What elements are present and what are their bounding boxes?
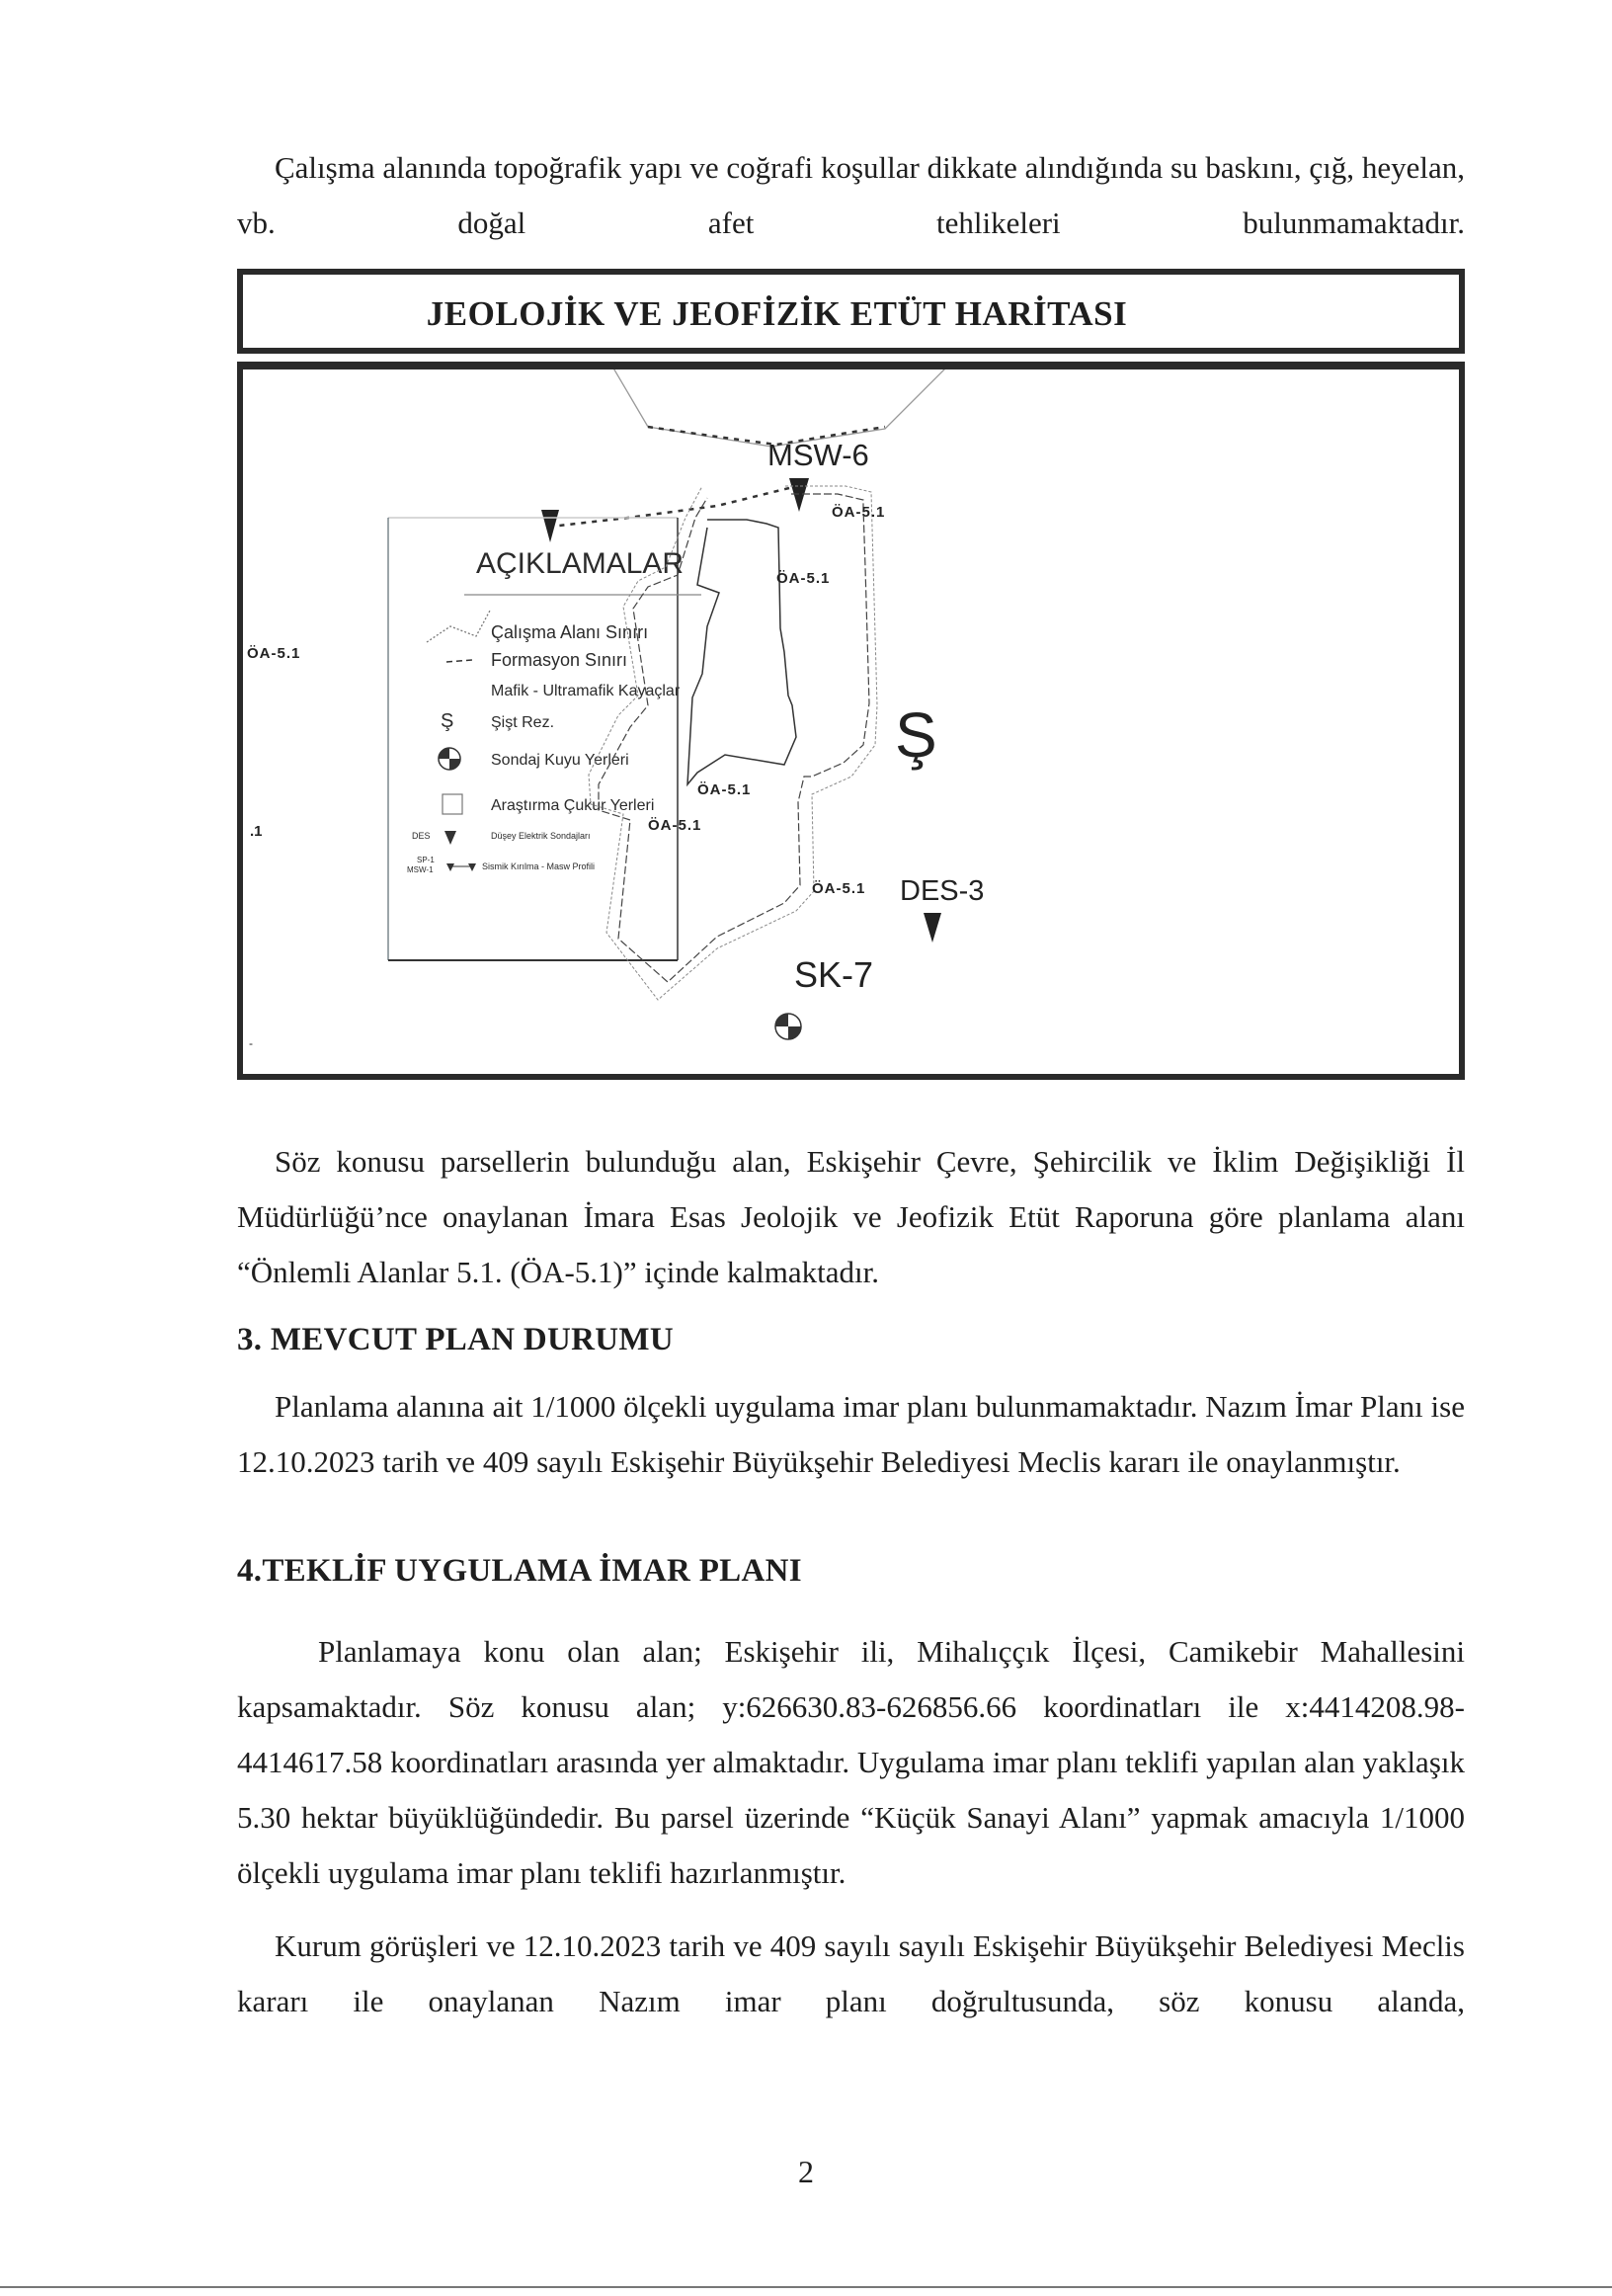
schist-label: Ş bbox=[895, 699, 937, 771]
zone-label-left: ÖA-5.1 bbox=[247, 645, 301, 662]
study-area-boundary-top bbox=[608, 369, 954, 447]
legend-item-formation: Formasyon Sınırı bbox=[491, 650, 628, 670]
des-3-marker-icon bbox=[924, 913, 941, 943]
section-4-heading: 4.TEKLİF UYGULAMA İMAR PLANI bbox=[237, 1553, 802, 1589]
legend-item-mafic: Mafik - Ultramafik Kayaçlar bbox=[491, 683, 681, 699]
legend-item-schist: Şişt Rez. bbox=[491, 714, 555, 731]
inverted-triangle-icon bbox=[444, 831, 456, 845]
bottom-rule bbox=[0, 2286, 1612, 2288]
section-3-heading: 3. MEVCUT PLAN DURUMU bbox=[237, 1322, 675, 1357]
profile-end-marker-icon bbox=[541, 510, 559, 542]
legend-item-study-area: Çalışma Alanı Sınırı bbox=[491, 622, 649, 642]
dotted-boundary-line-icon bbox=[427, 611, 490, 642]
map-drawing bbox=[243, 369, 1459, 1076]
sp-prefix: SP-1 bbox=[417, 856, 435, 864]
section-3-paragraph: Planlama alanına ait 1/1000 ölçekli uygulama imar planı bulunmamaktadır. Nazım İmar Planı ise 12.10.2023 tarih ve 409 sayılı Eskişehir Büyükşehir Belediyesi Meclis kararı ile onaylanmıştır. bbox=[237, 1389, 1465, 1479]
corner-mark: - bbox=[249, 1036, 253, 1050]
msw-6-label: MSW-6 bbox=[767, 438, 869, 472]
legend-item-seismic: Sismik Kırılma - Masw Profili bbox=[482, 861, 596, 871]
zone-label-2: ÖA-5.1 bbox=[776, 570, 831, 587]
zone-label-1: ÖA-5.1 bbox=[832, 504, 886, 521]
schist-symbol-icon: Ş bbox=[441, 710, 454, 732]
section-4-paragraph-1: Planlamaya konu olan alan; Eskişehir ili, Mihalıççık İlçesi, Camikebir Mahallesini kapsamaktadır. Söz konusu alan; y:626630.83-626856.66 koordinatları ile x:4414208.98-4414617.58 koordinatları arasında yer almaktadır. Uygulama imar planı teklifi yapılan alan yaklaşık 5.30 hektar büyüklüğündedir. Bu parsel üzerinde “Küçük Sanayi Alanı” yapmak amacıyla 1/1000 ölçekli uygulama imar planı teklifi hazırlanmıştır. bbox=[237, 1634, 1465, 1890]
map-title: JEOLOJİK VE JEOFİZİK ETÜT HARİTASI bbox=[426, 294, 1128, 333]
intro-paragraph: Çalışma alanında topoğrafik yapı ve coğrafi koşullar dikkate alındığında su baskını, çığ, heyelan, vb. doğal afet tehlikeleri bulunmamaktadır. bbox=[237, 150, 1465, 240]
page-number: 2 bbox=[798, 2154, 814, 2189]
borehole-icon bbox=[439, 748, 460, 770]
msw-6-marker-icon bbox=[789, 478, 809, 512]
section-4-paragraph-2: Kurum görüşleri ve 12.10.2023 tarih ve 409 sayılı sayılı Eskişehir Büyükşehir Belediyesi Meclis kararı ile onaylanan Nazım imar planı doğrultusunda, söz konusu alanda, bbox=[237, 1928, 1465, 2018]
legend-item-borehole: Sondaj Kuyu Yerleri bbox=[491, 752, 629, 769]
des-prefix: DES bbox=[412, 831, 431, 841]
zone-label-3: ÖA-5.1 bbox=[697, 781, 752, 798]
zone-label-4: ÖA-5.1 bbox=[648, 817, 702, 834]
seismic-profile-line bbox=[559, 488, 789, 526]
legend-item-des: Düşey Elektrik Sondajları bbox=[491, 831, 591, 841]
des-3-label: DES-3 bbox=[900, 875, 985, 907]
geology-map bbox=[237, 362, 1465, 1080]
square-outline-icon bbox=[443, 794, 462, 814]
zone-label-left-partial: .1 bbox=[250, 823, 263, 840]
map-title-box bbox=[237, 269, 1465, 354]
zone-label-5: ÖA-5.1 bbox=[812, 880, 866, 897]
sk-7-label: SK-7 bbox=[794, 954, 874, 995]
dashed-line-icon bbox=[446, 660, 472, 662]
legend-item-pit: Araştırma Çukur Yerleri bbox=[491, 797, 655, 814]
msw-prefix: MSW-1 bbox=[407, 865, 434, 874]
zone-paragraph: Söz konusu parsellerin bulunduğu alan, Eskişehir Çevre, Şehircilik ve İklim Değişikliği İl Müdürlüğü’nce onaylanan İmara Esas Jeolojik ve Jeofizik Etüt Raporuna göre planlama alanı “Önlemli Alanlar 5.1. (ÖA-5.1)” içinde kalmaktadır. bbox=[237, 1144, 1465, 1289]
sk-7-borehole-icon bbox=[775, 1014, 801, 1039]
legend-heading: AÇIKLAMALAR bbox=[476, 547, 685, 580]
